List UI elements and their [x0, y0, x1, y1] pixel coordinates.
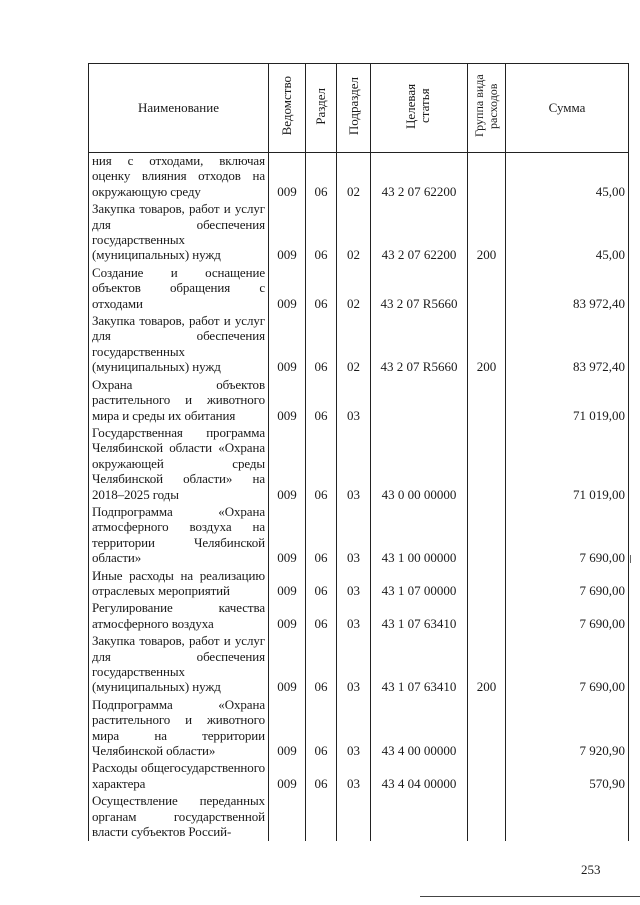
cell-vr	[468, 504, 506, 568]
table-header-row	[89, 64, 629, 153]
cell-name: Государственная программа Челябинской области «Охрана окружающей среды Челябинской области» на 2018–2025 годы	[89, 425, 269, 504]
cell-vr	[468, 425, 506, 504]
cell-vr	[468, 265, 506, 313]
cell-cs: 43 1 07 63410	[371, 600, 468, 633]
cell-vr: 200	[468, 313, 506, 377]
cell-podr: 02	[337, 201, 371, 265]
footer-divider	[420, 896, 640, 897]
cell-razd: 06	[306, 760, 337, 793]
cell-sum: 45,00	[506, 201, 629, 265]
cell-vr: 200	[468, 201, 506, 265]
cell-sum: 71 019,00	[506, 425, 629, 504]
cell-sum: 7 690,00	[506, 600, 629, 633]
cell-cs: 43 1 07 00000	[371, 568, 468, 601]
cell-name: Иные расходы на реализацию отраслевых мероприятий	[89, 568, 269, 601]
cell-cs: 43 2 07 R5660	[371, 265, 468, 313]
cell-ved: 009	[269, 377, 306, 425]
cell-podr: 03	[337, 633, 371, 697]
cell-podr: 03	[337, 504, 371, 568]
cell-name: Подпрограмма «Охрана растительного и животного мира на территории Челябинской области»	[89, 697, 269, 761]
budget-table	[88, 63, 629, 841]
header-summa: Сумма	[506, 64, 629, 153]
cell-ved: 009	[269, 504, 306, 568]
cell-ved: 009	[269, 600, 306, 633]
cell-ved: 009	[269, 153, 306, 202]
cell-ved: 009	[269, 201, 306, 265]
cell-ved: 009	[269, 425, 306, 504]
table-row	[89, 201, 629, 265]
cell-ved: 009	[269, 697, 306, 761]
cell-ved: 009	[269, 265, 306, 313]
cell-sum: 570,90	[506, 760, 629, 793]
table-row	[89, 697, 629, 761]
cell-cs: 43 1 00 00000	[371, 504, 468, 568]
scan-edge-mark	[630, 555, 631, 563]
table-row	[89, 265, 629, 313]
table-row	[89, 793, 629, 841]
cell-sum: 45,00	[506, 153, 629, 202]
cell-podr: 02	[337, 265, 371, 313]
header-celevaya-statya: Целевая статья	[371, 64, 468, 153]
cell-ved: 009	[269, 633, 306, 697]
table-row	[89, 153, 629, 202]
cell-vr	[468, 793, 506, 841]
cell-razd: 06	[306, 313, 337, 377]
header-gruppa-vida-rashodov: Группа вида расходов	[468, 64, 506, 153]
cell-sum: 7 690,00	[506, 504, 629, 568]
page-number: 253	[581, 862, 601, 877]
cell-vr	[468, 600, 506, 633]
cell-name: Расходы общегосударственного характера	[89, 760, 269, 793]
cell-ved	[269, 793, 306, 841]
cell-name: Подпрограмма «Охрана атмосферного воздуха на территории Челябинской области»	[89, 504, 269, 568]
cell-podr: 03	[337, 600, 371, 633]
cell-sum: 71 019,00	[506, 377, 629, 425]
cell-razd: 06	[306, 633, 337, 697]
header-name: Наименование	[89, 64, 269, 153]
cell-cs: 43 0 00 00000	[371, 425, 468, 504]
cell-podr: 03	[337, 568, 371, 601]
table-row	[89, 600, 629, 633]
cell-podr: 02	[337, 153, 371, 202]
cell-vr	[468, 760, 506, 793]
cell-vr: 200	[468, 633, 506, 697]
cell-sum: 83 972,40	[506, 265, 629, 313]
cell-name: Охрана объектов растительного и животного мира и среды их обитания	[89, 377, 269, 425]
cell-name: Закупка товаров, работ и услуг для обеспечения государственных (муниципальных) нужд	[89, 313, 269, 377]
cell-name: Регулирование качества атмосферного воздуха	[89, 600, 269, 633]
header-vedomstvo: Ведомство	[269, 64, 306, 153]
cell-cs: 43 2 07 62200	[371, 201, 468, 265]
table-row	[89, 760, 629, 793]
cell-razd: 06	[306, 265, 337, 313]
table-row	[89, 568, 629, 601]
cell-razd	[306, 793, 337, 841]
cell-sum	[506, 793, 629, 841]
cell-ved: 009	[269, 568, 306, 601]
cell-cs: 43 2 07 62200	[371, 153, 468, 202]
cell-sum: 7 690,00	[506, 568, 629, 601]
cell-vr	[468, 697, 506, 761]
cell-razd: 06	[306, 201, 337, 265]
cell-razd: 06	[306, 600, 337, 633]
cell-cs: 43 4 04 00000	[371, 760, 468, 793]
cell-cs: 43 1 07 63410	[371, 633, 468, 697]
cell-name: Закупка товаров, работ и услуг для обеспечения государственных (муниципальных) нужд	[89, 633, 269, 697]
cell-razd: 06	[306, 504, 337, 568]
table-row	[89, 633, 629, 697]
header-razdel: Раздел	[306, 64, 337, 153]
cell-podr	[337, 793, 371, 841]
cell-podr: 03	[337, 425, 371, 504]
cell-cs	[371, 793, 468, 841]
cell-vr	[468, 377, 506, 425]
table-row	[89, 377, 629, 425]
cell-cs: 43 2 07 R5660	[371, 313, 468, 377]
cell-ved: 009	[269, 760, 306, 793]
cell-cs	[371, 377, 468, 425]
cell-razd: 06	[306, 568, 337, 601]
cell-sum: 83 972,40	[506, 313, 629, 377]
cell-vr	[468, 153, 506, 202]
cell-podr: 03	[337, 760, 371, 793]
cell-name: Закупка товаров, работ и услуг для обеспечения государственных (муниципальных) нужд	[89, 201, 269, 265]
cell-razd: 06	[306, 697, 337, 761]
cell-sum: 7 690,00	[506, 633, 629, 697]
cell-razd: 06	[306, 425, 337, 504]
cell-ved: 009	[269, 313, 306, 377]
cell-razd: 06	[306, 153, 337, 202]
cell-name: Создание и оснащение объектов обращения с отходами	[89, 265, 269, 313]
cell-podr: 02	[337, 313, 371, 377]
cell-name: ния с отходами, включая оценку влияния отходов на окружающую среду	[89, 153, 269, 202]
table-row	[89, 313, 629, 377]
table-body	[89, 153, 629, 842]
cell-podr: 03	[337, 697, 371, 761]
cell-vr	[468, 568, 506, 601]
cell-podr: 03	[337, 377, 371, 425]
cell-sum: 7 920,90	[506, 697, 629, 761]
header-podrazdel: Подраздел	[337, 64, 371, 153]
cell-cs: 43 4 00 00000	[371, 697, 468, 761]
cell-razd: 06	[306, 377, 337, 425]
table-row	[89, 425, 629, 504]
table-row	[89, 504, 629, 568]
cell-name: Осуществление переданных органам государственной власти субъектов Россий-	[89, 793, 269, 841]
